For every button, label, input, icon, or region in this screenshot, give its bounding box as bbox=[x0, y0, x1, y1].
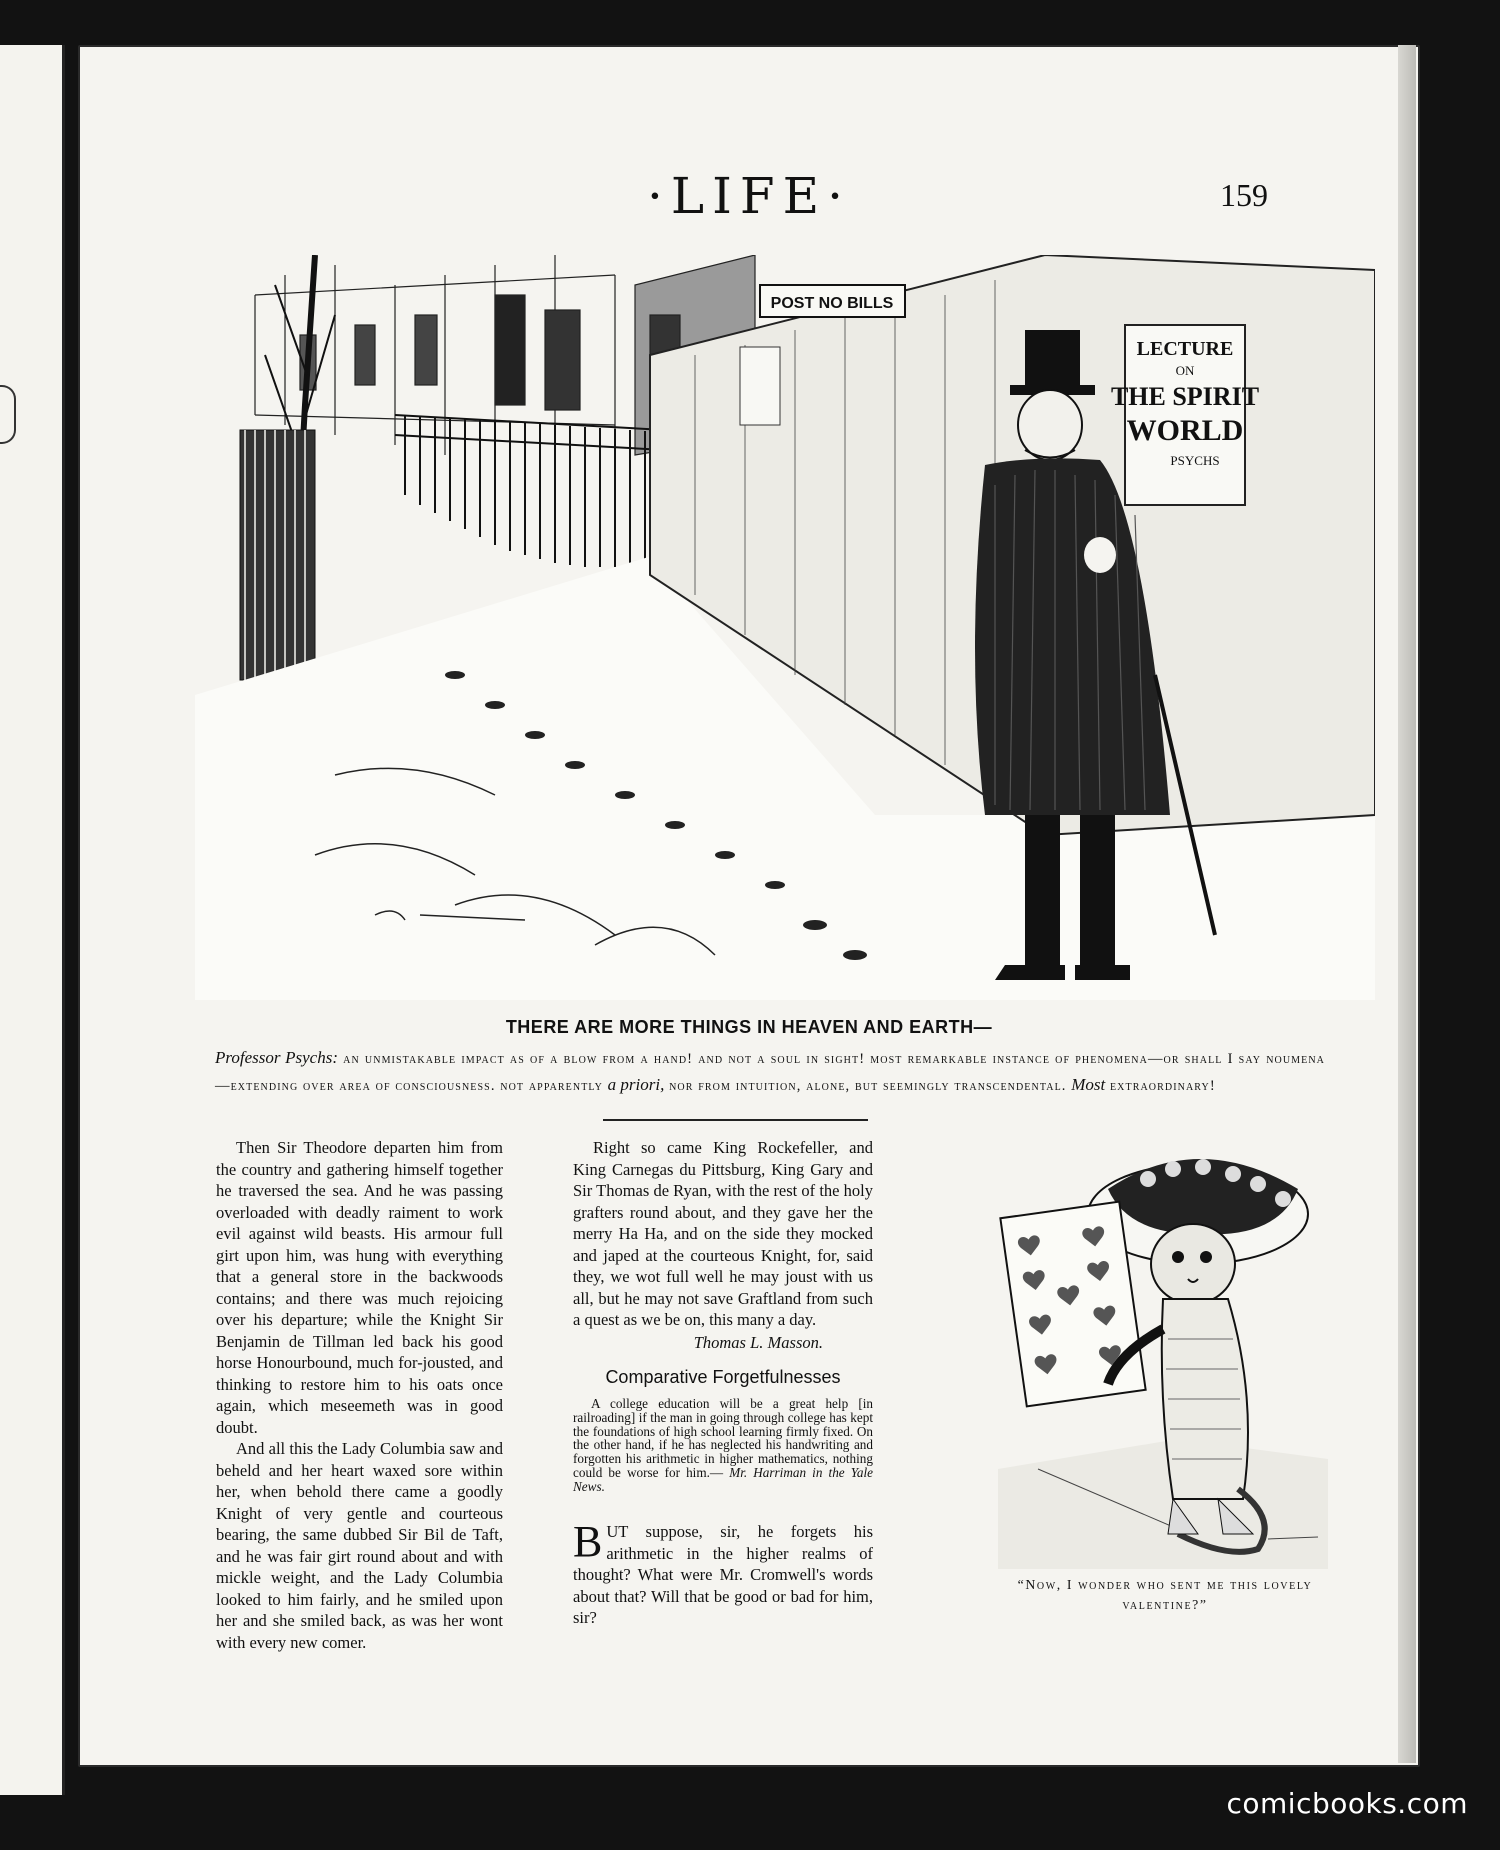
caption-text: an unmistakable impact as of a blow from a hand! and not a soul in sight! most remarkable instance of phenomena—or shall I say noumena—extending over area of consciousness. not apparently bbox=[215, 1051, 1325, 1094]
closing-text: UT suppose, sir, he forgets his arithmetic in the higher realms of thought? What were Mr. Cromwell's words about that? Will that be good or bad for him, sir? bbox=[573, 1522, 873, 1627]
article-heading: Comparative Forgetfulnesses bbox=[605, 1367, 841, 1387]
facing-page-ornament bbox=[0, 385, 16, 444]
article-column-1 bbox=[216, 1137, 503, 1653]
magazine-page bbox=[78, 45, 1420, 1767]
caption-text-2: nor from intuition, alone, but seemingly transcendental. bbox=[669, 1078, 1067, 1094]
playing-card bbox=[1000, 1202, 1145, 1407]
paragraph: Then Sir Theodore departen him from the country and gathering himself together he traversed the sea. And he was passing overloaded with deadly raiment to work evil against wild beasts. His armour full girt upon him, was hung with everything that a general store in the backwoods contains; and there was much rejoicing over his departure; while the Knight Sir Benjamin de Tillman led back his good horse Honourbound, much for-jousted, and thinking to restore him to his oats once again, which meseemeth was in good doubt. bbox=[216, 1138, 503, 1437]
page-number: 159 bbox=[1220, 177, 1268, 213]
watermark-text: comicbooks.com bbox=[1226, 1787, 1468, 1820]
post-no-bills-text: POST NO BILLS bbox=[770, 295, 894, 312]
caption-a-priori: a priori, bbox=[607, 1075, 665, 1094]
poster-line-on: ON bbox=[1175, 363, 1195, 378]
valentine-cartoon-caption: “Now, I wonder who sent me this lovely valentine?” bbox=[1017, 1577, 1313, 1612]
caption-speaker: Professor Psychs: bbox=[215, 1048, 339, 1067]
masthead-title: ·LIFE· bbox=[647, 167, 851, 225]
quote-text: A college education will be a great help [in railroading] if the man in going through college has kept the foundations of high school learning firmly fixed. On the other hand, if he has neglected his handwriting and forgotten his arithmetic in higher mathematics, nothing could be worse for him.— bbox=[573, 1396, 873, 1480]
paragraph: And all this the Lady Columbia saw and beheld and her heart waxed sore within her, when behold there came a goodly Knight of very gentle and courteous bearing, the same dubbed Sir Bil de Taft, and he was fair girt round about and with mickle weight, and the Lady Columbia looked to him fairly, and he smiled upon her and she smiled back, as was her wont with every new comer. bbox=[216, 1439, 503, 1652]
drop-cap: B bbox=[573, 1517, 603, 1566]
section-divider bbox=[603, 1119, 868, 1121]
poster-line-world: WORLD bbox=[1126, 414, 1244, 447]
cartoon-caption-body bbox=[215, 1045, 1325, 1099]
poster-line-spirit: THE SPIRIT bbox=[1110, 382, 1260, 411]
cartoon-illustration-valentine-cat bbox=[998, 1139, 1328, 1569]
caption-end: extraordinary! bbox=[1109, 1078, 1216, 1094]
poster-line-psychs: PSYCHS bbox=[1170, 453, 1220, 468]
caption-most: Most bbox=[1071, 1075, 1106, 1094]
facing-page-edge bbox=[0, 45, 65, 1795]
cartoon-caption-title: THERE ARE MORE THINGS IN HEAVEN AND EARTH— bbox=[505, 1017, 993, 1037]
article-column-2 bbox=[573, 1137, 873, 1353]
harriman-quote bbox=[573, 1397, 873, 1494]
quote-source: Mr. Harriman in the Yale News. bbox=[573, 1464, 874, 1494]
poster-line-lecture: LECTURE bbox=[1136, 338, 1234, 360]
paragraph: Right so came King Rockefeller, and King Carnegas du Pittsburg, King Gary and Sir Thomas de Ryan, with the rest of the holy grafters round about, and they gave her the merry Ha Ha, and on the side they mocked and japed at the courteous Knight, for, said they, we wot full well he may joust with us all, but he may not save Graftland from such a quest as we be on, this many a day. bbox=[573, 1138, 873, 1329]
cat-head bbox=[1151, 1224, 1235, 1304]
cartoon-illustration-spirit-world bbox=[195, 255, 1375, 1000]
closing-paragraph bbox=[573, 1517, 873, 1629]
impact-mark bbox=[1084, 537, 1116, 573]
top-hat bbox=[1025, 330, 1080, 390]
page-edge-shadow bbox=[1398, 45, 1416, 1763]
professor-head bbox=[1018, 390, 1082, 460]
author-signature: Thomas L. Masson. bbox=[693, 1332, 823, 1352]
